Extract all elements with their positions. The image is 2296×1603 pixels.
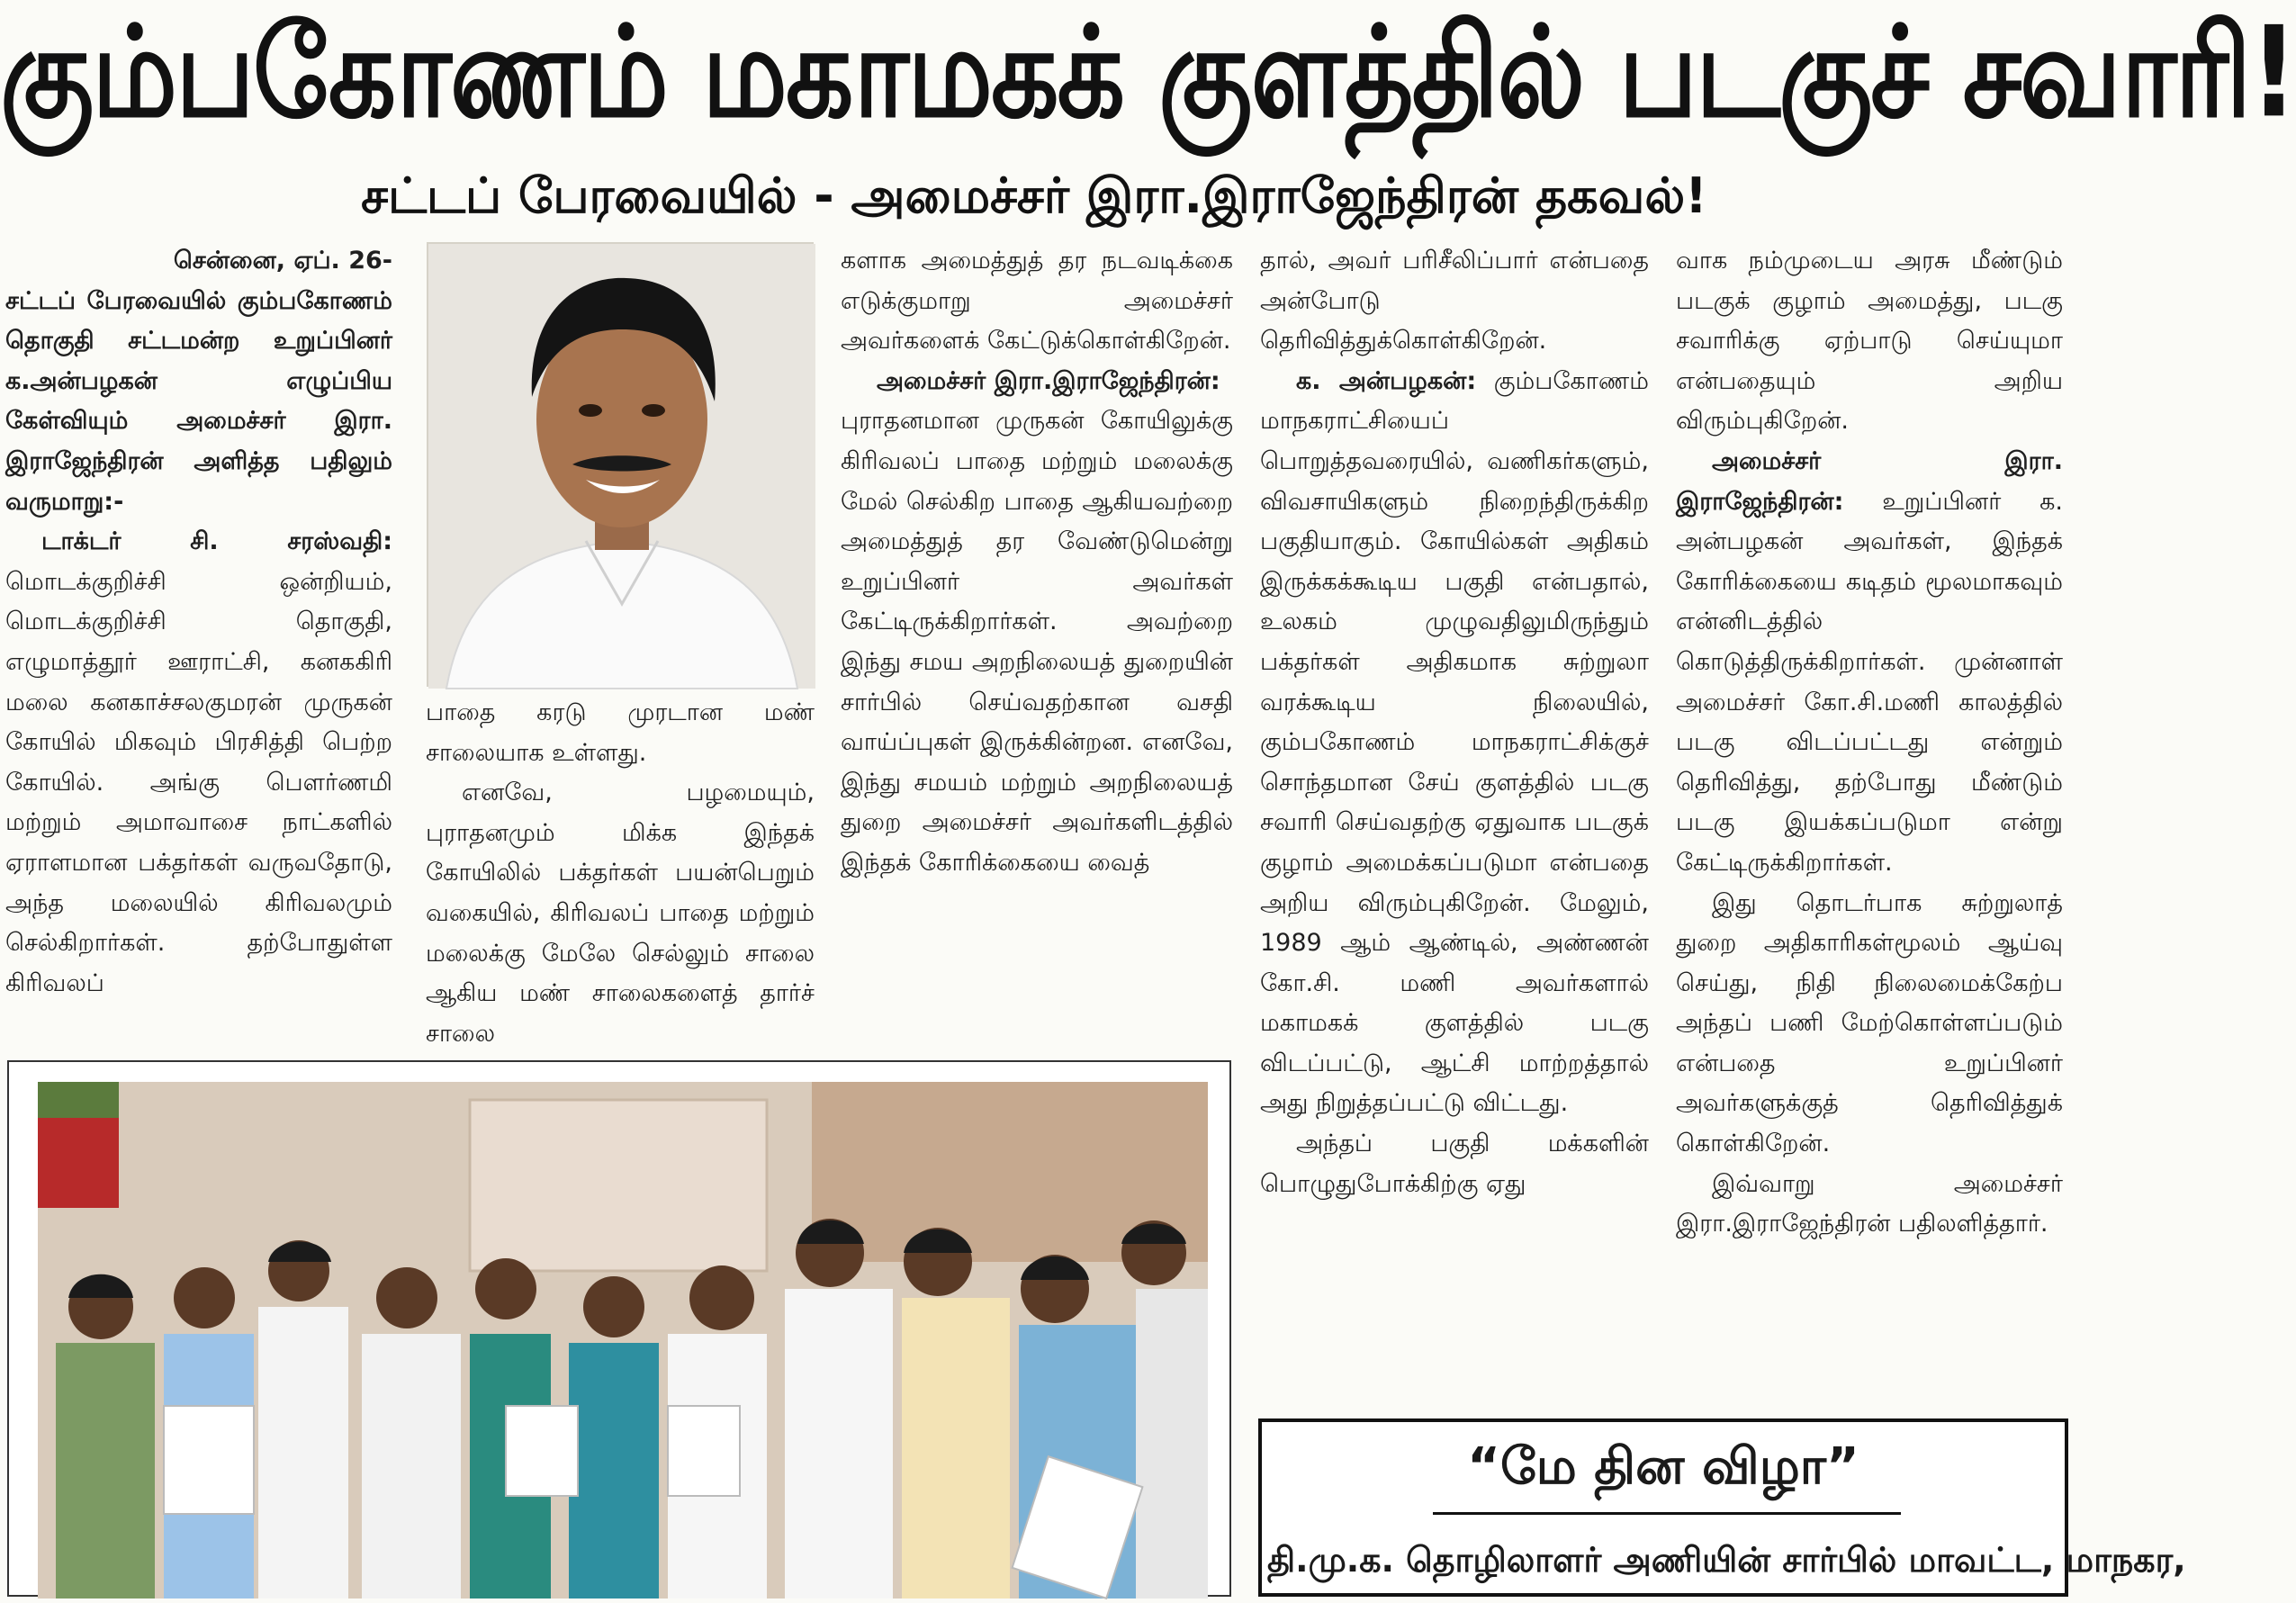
article-text: புராதனமான முருகன் கோயிலுக்கு கிரிவலப் பாதை மற்றும் மலைக்கு மேல் செல்கிற பாதை ஆகியவற்றை அமைத்துத் தர வேண்டுமென்று உறுப்பினர் அவர்கள் கேட்டிருக்கிறார்கள். அவற்றை இந்து சமய அறநிலையத் துறையின் சார்பில் செய்வதற்கான வசதி வாய்ப்புகள் இருக்கின்றன. எனவே, இந்து சமயம் மற்றும் அறநிலையத் துறை அமைச்சர் அவர்களிடத்தில் இந்தக் கோரிக்கையை வைத் bbox=[841, 407, 1233, 877]
dateline: சென்னை, ஏப். 26- bbox=[173, 247, 392, 275]
article-text: மொடக்குறிச்சி ஒன்றியம், மொடக்குறிச்சி தொகுதி, எழுமாத்தூர் ஊராட்சி, கனககிரி மலை கனகாச்சலகுமரன் முருகன் கோயில் மிகவும் பிரசித்தி பெற்ற கோயில். அங்கு பௌர்ணமி மற்றும் அமாவாசை நாட்களில் ஏராளமான பக்தர்கள் வருவதோடு, அந்த மலையில் கிரிவலமும் செல்கிறார்கள். தற்போதுள்ள கிரிவலப் bbox=[5, 567, 392, 997]
article-text: கும்பகோணம் மாநகராட்சியைப் பொறுத்தவரையில், வணிகர்களும், விவசாயிகளும் நிறைந்திருக்கிற பகுதியாகும். கோயில்கள் அதிகம் இருக்கக்கூடிய பகுதி என்பதால், உலகம் முழுவதிலுமிருந்தும் பக்தர்கள் அதிகமாக சுற்றுலா வரக்கூடிய நிலையில், கும்பகோணம் மாநகராட்சிக்குச் சொந்தமான சேய் குளத்தில் படகு சவாரி செய்வதற்கு ஏதுவாக படகுக் குழாம் அமைக்கப்படுமா என்பதை அறிய விரும்புகிறேன். மேலும், 1989 ஆம் ஆண்டில், அண்ணன் கோ.சி. மணி அவர்களால் மகாமகக் குளத்தில் படகு விடப்பட்டு, ஆட்சி மாற்றத்தால் அது நிறுத்தப்பட்டு விட்டது. bbox=[1260, 366, 1649, 1118]
article-text: இது தொடர்பாக சுற்றுலாத் துறை அதிகாரிகள்மூலம் ஆய்வு செய்து, நிதி நிலைமைக்கேற்ப அந்தப் பணி மேற்கொள்ளப்படும் என்பதை உறுப்பினர் அவர்களுக்குத் தெரிவித்துக் கொள்கிறேன். bbox=[1676, 888, 2063, 1158]
notice-text: தி.மு.க. தொழிலாளர் அணியின் சார்பில் மாவட்ட, மாநகர, bbox=[1267, 1540, 2186, 1580]
article-text: பாதை கரடு முரடான மண் சாலையாக உள்ளது. bbox=[426, 698, 815, 767]
speaker-name: க. அன்பழகன்: bbox=[1296, 366, 1477, 395]
speaker-name: அமைச்சர் இரா. இராஜேந்திரன்: bbox=[1676, 446, 2063, 516]
article-text: இவ்வாறு அமைச்சர் இரா.இராஜேந்திரன் பதிலளித்தார். bbox=[1676, 1169, 2063, 1238]
headline: கும்பகோணம் மகாமகக் குளத்தில் படகுச் சவாரி! bbox=[0, 0, 2296, 146]
article-text: வாக நம்முடைய அரசு மீண்டும் படகுக் குழாம் அமைத்து, படகு சவாரிக்கு ஏற்பாடு செய்யுமா என்பதையும் அறிய விரும்புகிறேன். bbox=[1676, 247, 2063, 436]
article-column-3 bbox=[841, 241, 1233, 1051]
article-column-5 bbox=[1676, 241, 2063, 1402]
speaker-name: அமைச்சர் இரா.இராஜேந்திரன்: bbox=[877, 366, 1220, 395]
may-day-notice-box bbox=[1258, 1418, 2186, 1597]
minister-portrait-photo bbox=[427, 242, 814, 687]
subheadline: சட்டப் பேரவையில் - அமைச்சர் இரா.இராஜேந்திரன் தகவல்! bbox=[361, 167, 1707, 224]
group-photo-image bbox=[38, 1082, 1208, 1598]
article-column-2 bbox=[426, 693, 815, 1053]
notice-title: “மே தின விழா” bbox=[1467, 1437, 1859, 1496]
intro-text: சட்டப் பேரவையில் கும்பகோணம் தொகுதி சட்டமன்ற உறுப்பினர் க.அன்பழகன் எழுப்பிய கேள்வியும் அமைச்சர் இரா. இராஜேந்திரன் அளித்த பதிலும் வருமாறு:- bbox=[5, 286, 392, 516]
article-text: எனவே, பழமையும், புராதனமும் மிக்க இந்தக் கோயிலில் பக்தர்கள் பயன்பெறும் வகையில், கிரிவலப் பாதை மற்றும் மலைக்கு மேலே செல்லும் சாலை ஆகிய மண் சாலைகளைத் தார்ச் சாலை bbox=[426, 779, 815, 1048]
article-text: உறுப்பினர் க. அன்பழகன் அவர்கள், இந்தக் கோரிக்கையை கடிதம் மூலமாகவும் என்னிடத்தில் கொடுத்திருக்கிறார்கள். முன்னாள் அமைச்சர் கோ.சி.மணி காலத்தில் படகு விடப்பட்டது என்றும் தெரிவித்து, தற்போது மீண்டும் படகு இயக்கப்படுமா என்று கேட்டிருக்கிறார்கள். bbox=[1676, 487, 2063, 877]
article-text: களாக அமைத்துத் தர நடவடிக்கை எடுக்குமாறு அமைச்சர் அவர்களைக் கேட்டுக்கொள்கிறேன். bbox=[841, 247, 1233, 356]
notice-divider bbox=[1433, 1512, 1901, 1515]
article-text: தால், அவர் பரிசீலிப்பார் என்பதை அன்போடு தெரிவித்துக்கொள்கிறேன். bbox=[1260, 247, 1649, 356]
group-photo bbox=[7, 1060, 1231, 1597]
article-column-1 bbox=[5, 241, 392, 1051]
article-column-4 bbox=[1260, 241, 1649, 1402]
article-text: அந்தப் பகுதி மக்களின் பொழுதுபோக்கிற்கு ஏது bbox=[1260, 1130, 1649, 1198]
portrait-image bbox=[428, 244, 815, 689]
speaker-name: டாக்டர் சி. சரஸ்வதி: bbox=[41, 527, 392, 556]
